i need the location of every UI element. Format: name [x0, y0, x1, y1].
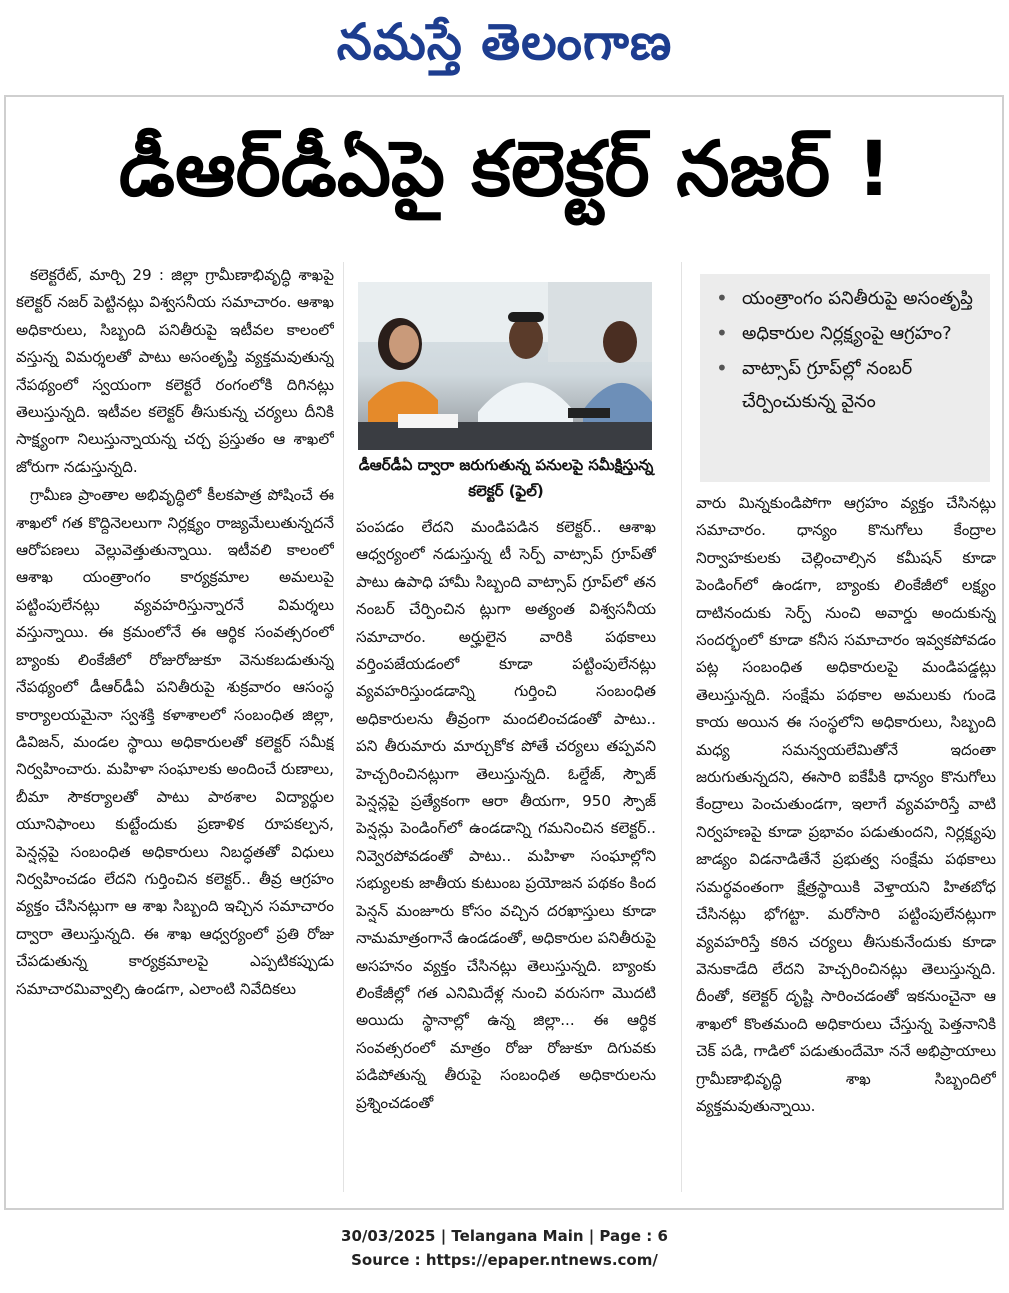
- article-paragraph: వారు మిన్నకుండిపోగా ఆగ్రహం వ్యక్తం చేసినట్లు సమాచారం. ధాన్యం కొనుగోలు కేంద్రాల నిర్వాహకులకు చెల్లించాల్సిన కమీషన్‌ కూడా పెండింగ్‌లో ఉండగా, బ్యాంకు లింకేజీలో లక్ష్యం దాటినందుకు సెర్ప్‌ నుంచి అవార్డు అందుకున్న సందర్భంలో కూడా కనీస సమాచారం ఇవ్వకపోవడం పట్ల సంబంధిత అధికారులపై మండిపడ్డట్లు తెలుస్తున్నది. సంక్షేమ పథకాల అమలుకు గుండె కాయ అయిన ఈ సంస్థలోని అధికారులు, సిబ్బంది మధ్య సమన్వయలేమితోనే ఇదంతా జరుగుతున్నదని, ఈసారి ఐకేపీకి ధాన్యం కొనుగోలు కేంద్రాలు పెంచుతుండగా, ఇలాగే వ్యవహరిస్తే వాటి నిర్వహణపై కూడా ప్రభావం పడుతుందని, నిర్లక్ష్యపు జాడ్యం విడనాడితేనే ప్రభుత్వ సంక్షేమ పథకాలు సమర్థవంతంగా క్షేత్రస్థాయికి వెళ్తాయని హితబోధ చేసినట్లు భోగట్టా. మరోసారి పట్టింపులేనట్లుగా వ్యవహరిస్తే కఠిన చర్యలు తీసుకునేందుకు కూడా వెనుకాడేది లేదని హెచ్చరించినట్లు తెలుస్తున్నది. దీంతో, కలెక్టర్‌ దృష్టి సారించడంతో ఇకనుంచైనా ఆ శాఖలో కొంతమంది అధికారులు చేస్తున్న పెత్తనానికి చెక్‌ పడి, గాడిలో పడుతుందేమో ననే అభిప్రాయాలు గ్రామీణాభివృద్ధి శాఖ సిబ్బందిలో వ్యక్తమవుతున్నాయి.: [696, 494, 996, 1115]
- article-paragraph: గ్రామీణ ప్రాంతాల అభివృద్ధిలో కీలకపాత్ర పోషించే ఈ శాఖలో గత కొద్దినెలలుగా నిర్లక్ష్యం రాజ్యమేలుతున్నదనే ఆరోపణలు వెల్లువెత్తుతున్నాయి. ఇటీవలి కాలంలో ఆశాఖ యంత్రాంగం కార్యక్రమాల అమలుపై పట్టింపులేనట్లు వ్యవహరిస్తున్నారనే విమర్శలు వస్తున్నాయి. ఈ క్రమంలోనే ఈ ఆర్థిక సంవత్సరంలో బ్యాంకు లింకేజీలో రోజురోజుకూ వెనుకబడుతున్న నేపథ్యంలో డీఆర్‌డీఏ పనితీరుపై శుక్రవారం ఆసంస్థ కార్యాలయమైనా స్వశక్తి కళాశాలలో సంబంధిత జిల్లా, డివిజన్‌, మండల స్థాయి అధికారులతో కలెక్టర్‌ సమీక్ష నిర్వహించారు. మహిళా సంఘాలకు అందించే రుణాలు, బీమా సౌకర్యాలతో పాటు పాఠశాల విద్యార్థుల యూనిఫాంలు కుట్టేందుకు ప్రణాళిక రూపకల్పన, పెన్షన్లపై సంబంధిత అధికారులు నిబద్ధతతో విధులు నిర్వహించడం లేదని గుర్తించిన కలెక్టర్‌.. తీవ్ర ఆగ్రహం వ్యక్తం చేసినట్లుగా ఆ శాఖ సిబ్బంది ఇచ్చిన సమాచారం ద్వారా తెలుస్తున్నది. ఈ శాఖ ఆధ్వర్యంలో ప్రతి రోజు చేపడుతున్న కార్యక్రమాలపై ఎప్పటికప్పుడు సమాచారమివ్వాల్సి ఉండగా, ఎలాంటి నివేదికలు: [16, 486, 334, 998]
- edition-info: 30/03/2025 | Telangana Main | Page : 6: [341, 1227, 668, 1245]
- meeting-photo-illustration: [358, 282, 652, 450]
- photo-caption: డీఆర్‌డీఏ ద్వారా జరుగుతున్న పనులపై సమీక్షిస్తున్న కలెక్టర్‌ (ఫైల్‌): [358, 456, 654, 500]
- column-divider: [681, 262, 682, 1192]
- highlight-item: [712, 282, 976, 315]
- bullet-icon: •: [716, 286, 728, 310]
- highlight-item: [712, 352, 976, 418]
- article-headline: డీఆర్‌డీఏపై కలెక్టర్‌ నజర్‌ !: [118, 124, 892, 213]
- page-footer: [0, 1224, 1009, 1272]
- highlights-box: [700, 274, 990, 482]
- bullet-icon: •: [716, 321, 728, 345]
- article-paragraph: పంపడం లేదని మండిపడిన కలెక్టర్‌.. ఆశాఖ ఆధ్వర్యంలో నడుస్తున్న టీ సెర్ప్‌ వాట్సాప్‌ గ్రూప్‌తో పాటు ఉపాధి హామీ సిబ్బంది వాట్సాప్‌ గ్రూప్‌లో తన నంబర్‌ చేర్పించిన ట్లుగా అత్యంత విశ్వసనీయ సమాచారం. అర్హులైన వారికి పథకాలు వర్తింపజేయడంలో కూడా పట్టింపులేనట్లు వ్యవహరిస్తుండడాన్ని గుర్తించి సంబంధిత అధికారులను తీవ్రంగా మందలించడంతో పాటు.. పని తీరుమారు మార్చుకోక పోతే చర్యలు తప్పవని హెచ్చరించినట్లుగా తెలుస్తున్నది. ఓల్డేజ్‌, స్పౌజ్‌ పెన్షన్లపై ప్రత్యేకంగా ఆరా తీయగా, 950 స్పౌజ్‌ పెన్షన్లు పెండింగ్‌లో ఉండడాన్ని గమనించిన కలెక్టర్‌.. నివ్వెరపోవడంతో పాటు.. మహిళా సంఘాల్లోని సభ్యులకు జాతీయ కుటుంబ ప్రయోజన పథకం కింద పెన్షన్‌ మంజూరు కోసం వచ్చిన దరఖాస్తులు కూడా నామమాత్రంగానే ఉండడంతో, అధికారుల పనితీరుపై అసహనం వ్యక్తం చేసినట్లు తెలుస్తున్నది. బ్యాంకు లింకేజీల్లో గత ఎనిమిదేళ్ల నుంచి వరుసగా మొదటి అయిదు స్థానాల్లో ఉన్న జిల్లా... ఈ ఆర్థిక సంవత్సరంలో మాత్రం రోజు రోజుకూ దిగువకు పడిపోతున్న తీరుపై సంబంధిత అధికారులను ప్రశ్నించడంతో: [356, 518, 656, 1112]
- article-column-3: [696, 490, 996, 1196]
- highlight-text: వాట్సాప్‌ గ్రూప్‌ల్లో నంబర్‌ చేర్పించుకున్న వైనం: [742, 358, 913, 412]
- article-column-2: [356, 514, 656, 1196]
- article-photo: [358, 282, 652, 450]
- masthead-title: నమస్తే తెలంగాణ: [336, 13, 673, 71]
- highlight-text: యంత్రాంగం పనితీరుపై అసంతృప్తి: [742, 288, 973, 309]
- highlight-text: అధికారుల నిర్లక్ష్యంపై ఆగ్రహం?: [742, 323, 952, 344]
- column-divider: [343, 262, 344, 1192]
- source-link[interactable]: Source : https://epaper.ntnews.com/: [351, 1251, 658, 1269]
- article-paragraph: కలెక్టరేట్‌, మార్చి 29 : జిల్లా గ్రామీణాభివృద్ధి శాఖపై కలెక్టర్‌ నజర్‌ పెట్టినట్లు విశ్వసనీయ సమాచారం. ఆశాఖ అధికారులు, సిబ్బంది పనితీరుపై ఇటీవల కాలంలో వస్తున్న విమర్శలతో పాటు అసంతృప్తి వ్యక్తమవుతున్న నేపథ్యంలో స్వయంగా కలెక్టరే రంగంలోకి దిగినట్లు తెలుస్తున్నది. ఇటీవల కలెక్టర్‌ తీసుకున్న చర్యలు దీనికి సాక్ష్యంగా నిలుస్తున్నాయన్న చర్చ ప్రస్తుతం ఆ శాఖలో జోరుగా నడుస్తున్నది.: [16, 266, 334, 476]
- bullet-icon: •: [716, 356, 728, 380]
- highlight-item: [712, 317, 976, 350]
- article-column-1: [16, 262, 334, 1194]
